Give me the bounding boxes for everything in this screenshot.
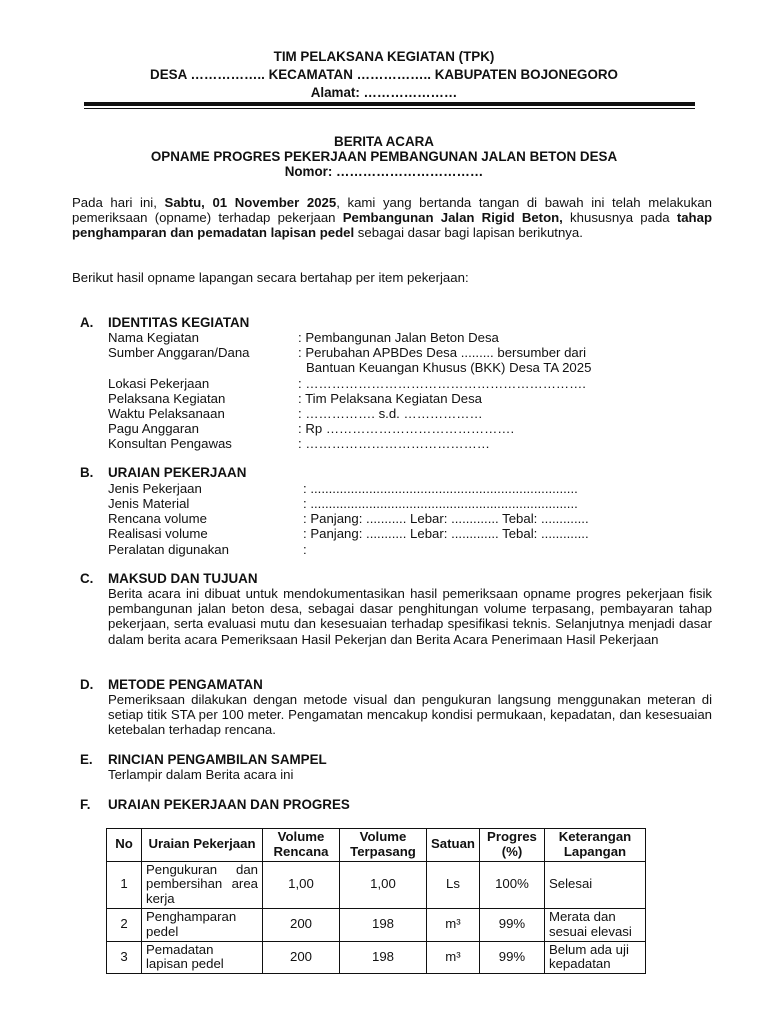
work-row: Realisasi volume : Panjang: ........... Lebar: ............. Tebal: ............. xyxy=(108,526,589,541)
document-page: TIM PELAKSANA KEGIATAN (TPK) DESA …………….. KECAMATAN …………….. KABUPATEN BOJONEGORO Alamat: ………………… BERITA ACARA OPNAME PROGRES PEKERJAAN PEMBANGUNAN JALAN BETON DESA Nomor: …………………………… Pada hari ini, Sabtu, 01 November 2025, kami yang bertanda tangan di bawah ini telah melakukan pemeriksaan (opname) terhadap pekerjaan Pembangunan Jalan Rigid Beton, khususnya pada tahap penghamparan dan pemadatan lapisan pedel sebagai dasar bagi lapisan berikutnya. Berikut hasil opname lapangan secara bertahap per item pekerjaan: A. IDENTITAS KEGIATAN Nama Kegiatan : Pembangunan Jalan Beton Desa Sumber Anggaran/Dana : Perubahan APBDes Desa ......... bersumber dari Bantuan Keuangan Khusus (BKK) Desa TA 2025 Lokasi Pekerjaan : ………………………………………………………. Pelaksana Kegiatan : Tim Pelaksana Kegiatan Desa Waktu Pelaksanaan : ……………. s.d. ……………… Pagu Anggaran : Rp ……………………………………. Konsultan Pengawas : …………………………………… B. URAIAN PEKERJAAN Jenis Pekerjaan : ......................................................................... Jenis Material : ......................................................................... Rencana volume : Panjang: ........... Lebar: ............. Tebal: ............. Realisasi volume : Panjang: ........... Lebar: ............. Tebal: ............. Peralatan digunakan : C. MAKSUD DAN TUJUAN Berita acara ini dibuat untuk mendokumentasikan hasil pemeriksaan opname progres pekerjaan fisik pembangunan jalan beton desa, sebagai dasar penghitungan volume terpasang, pembayaran tahap pekerjaan, serta evaluasi mutu dan kesesuaian terhadap spesifikasi teknis. Selanjutnya menjadi dasar dalam berita acara Pemeriksaan Hasil Pekerjan dan Berita Acara Penerimaan Hasil Pekerjaan D. METODE PENGAMATAN Pemeriksaan dilakukan dengan metode visual dan pengukuran langsung menggunakan meteran di setiap titik STA per 100 meter. Pengamatan mencakup kondisi permukaan, kepadatan, dan kesesuaian ketebalan terhadap rencana. E. RINCIAN PENGAMBILAN SAMPEL Terlampir dalam Berita acara ini F. URAIAN PEKERJAAN DAN PROGRES No Uraian Pekerjaan Volume Rencana Volume Terpasang Satuan Progres (%) Keterangan Lapangan 1 Pengukuran dan pembersihan area kerja 1,00 1,00 Ls 100% Selesai 2 Penghamparan pedel 200 198 m³ 99% Merata dan sesuai elevasi 3 Pemadatan lapisan pedel 200 198 m³ 99% Belum ada uji kepadatan xyxy=(0,0,768,1024)
col-volume-rencana: Volume Rencana xyxy=(263,829,340,862)
header-line-2: DESA …………….. KECAMATAN …………….. KABUPATEN BOJONEGORO xyxy=(150,67,618,82)
section-c-heading: C. MAKSUD DAN TUJUAN xyxy=(80,571,258,586)
header-line-1: TIM PELAKSANA KEGIATAN (TPK) xyxy=(273,49,495,64)
table-row: 2 Penghamparan pedel 200 198 m³ 99% Merata dan sesuai elevasi xyxy=(107,908,646,941)
col-progres: Progres (%) xyxy=(479,829,544,862)
work-row: Peralatan digunakan : xyxy=(108,542,307,557)
doc-subtitle: OPNAME PROGRES PEKERJAAN PEMBANGUNAN JALAN BETON DESA xyxy=(150,149,618,164)
header-rule-thick xyxy=(84,102,695,106)
table-header-row xyxy=(107,829,646,862)
col-keterangan: Keterangan Lapangan xyxy=(544,829,645,862)
intro-work: Pembangunan Jalan Rigid Beton, xyxy=(342,210,563,226)
col-satuan: Satuan xyxy=(427,829,480,862)
section-d-heading: D. METODE PENGAMATAN xyxy=(80,677,263,692)
intro-paragraph-2: Berikut hasil opname lapangan secara bertahap per item pekerjaan: xyxy=(72,270,469,285)
section-d-body: Pemeriksaan dilakukan dengan metode visual dan pengukuran langsung menggunakan meteran di setiap titik STA per 100 meter. Pengamatan mencakup kondisi permukaan, kepadatan, dan kesesuaian ketebalan terhadap rencana. xyxy=(108,692,712,738)
intro-paragraph: Pada hari ini, Sabtu, 01 November 2025, kami yang bertanda tangan di bawah ini telah melakukan pemeriksaan (opname) terhadap pekerjaan Pembangunan Jalan Rigid Beton, khususnya pada tahap penghamparan dan pemadatan lapisan pedel sebagai dasar bagi lapisan berikutnya. xyxy=(72,195,713,241)
progress-table xyxy=(106,828,646,974)
doc-title: BERITA ACARA xyxy=(334,134,434,149)
header-line-3: Alamat: ………………… xyxy=(310,85,458,100)
identity-row: Pagu Anggaran : Rp ……………………………………. xyxy=(108,421,515,436)
work-row: Jenis Material : ......................................................................... xyxy=(108,496,578,511)
col-uraian: Uraian Pekerjaan xyxy=(142,829,263,862)
table-row: 1 Pengukuran dan pembersihan area kerja 1,00 1,00 Ls 100% Selesai xyxy=(107,861,646,908)
identity-row: Waktu Pelaksanaan : ……………. s.d. ……………… xyxy=(108,406,483,421)
section-b-heading: B. URAIAN PEKERJAAN xyxy=(80,465,247,480)
identity-row: Lokasi Pekerjaan : ………………………………………………………. xyxy=(108,376,586,391)
identity-row: Pelaksana Kegiatan : Tim Pelaksana Kegiatan Desa xyxy=(108,391,482,406)
section-f-heading: F. URAIAN PEKERJAAN DAN PROGRES xyxy=(80,797,350,812)
identity-row: Nama Kegiatan : Pembangunan Jalan Beton Desa xyxy=(108,330,499,345)
header-rule-thin xyxy=(84,108,695,109)
identity-row: Konsultan Pengawas : …………………………………… xyxy=(108,436,490,451)
work-row: Rencana volume : Panjang: ........... Lebar: ............. Tebal: ............. xyxy=(108,511,589,526)
identity-row: Sumber Anggaran/Dana : Perubahan APBDes Desa ......... bersumber dari xyxy=(108,345,587,360)
table-row: 3 Pemadatan lapisan pedel 200 198 m³ 99% Belum ada uji kepadatan xyxy=(107,941,646,974)
section-e-heading: E. RINCIAN PENGAMBILAN SAMPEL xyxy=(80,752,327,767)
section-e-body: Terlampir dalam Berita acara ini xyxy=(108,767,294,782)
work-row: Jenis Pekerjaan : ......................................................................... xyxy=(108,481,578,496)
intro-stage: tahap penghamparan dan pemadatan lapisan pedel xyxy=(72,210,712,241)
section-a-heading: A. IDENTITAS KEGIATAN xyxy=(80,315,250,330)
col-volume-terpasang: Volume Terpasang xyxy=(340,829,427,862)
intro-date: Sabtu, 01 November 2025 xyxy=(164,195,337,210)
doc-number: Nomor: …………………………… xyxy=(284,164,484,179)
section-c-body: Berita acara ini dibuat untuk mendokumentasikan hasil pemeriksaan opname progres pekerjaan fisik pembangunan jalan beton desa, sebagai dasar penghitungan volume terpasang, pembayaran tahap pekerjaan, serta evaluasi mutu dan kesesuaian terhadap spesifikasi teknis. Selanjutnya menjadi dasar dalam berita acara Pemeriksaan Hasil Pekerjan dan Berita Acara Penerimaan Hasil Pekerjaan xyxy=(108,586,712,647)
col-no: No xyxy=(107,829,142,862)
